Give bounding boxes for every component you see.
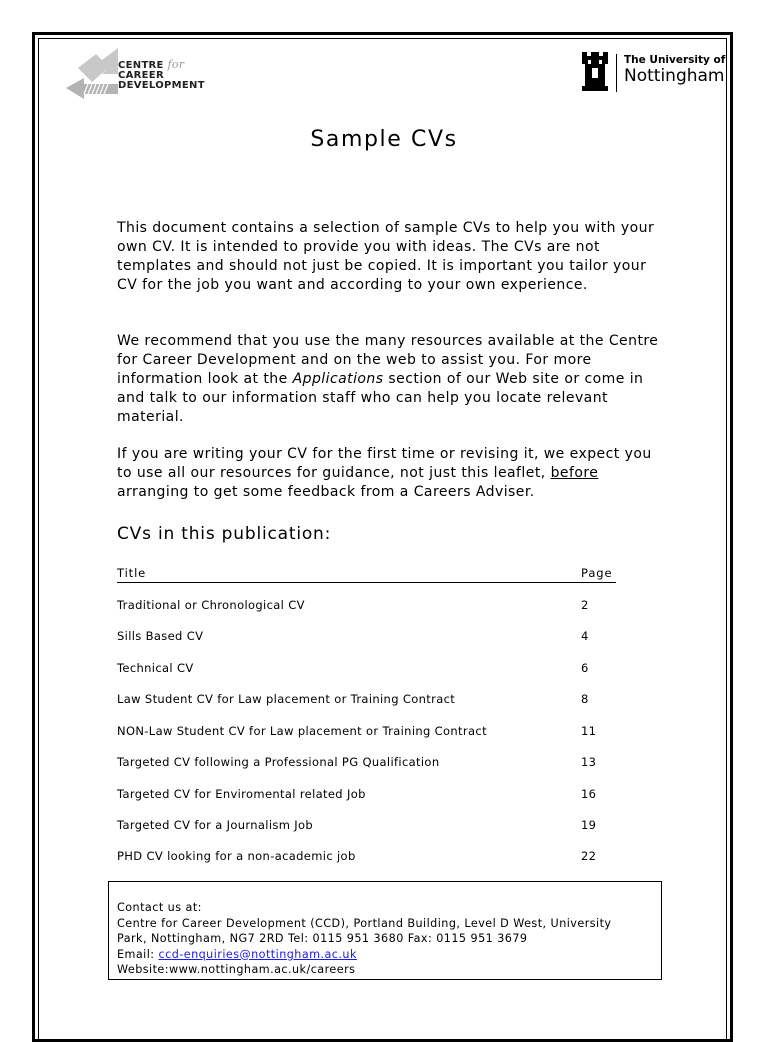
contact-email-line	[117, 947, 661, 963]
ccd-logo-for: for	[167, 58, 185, 71]
before-underline: before	[550, 465, 599, 481]
toc-row	[117, 787, 616, 803]
publication-heading: CVs in this publication:	[117, 524, 332, 544]
toc-item-title: Targeted CV following a Professional PG Qualification	[117, 755, 440, 769]
university-logo-divider	[616, 54, 617, 92]
toc-item-title: Targeted CV for Enviromental related Job	[117, 787, 366, 801]
toc-row	[117, 629, 616, 645]
intro-p2-text-a: We recommend that you use the many resources available at the Centre for Career Development and on the web to assist you. For more information look at the	[117, 333, 659, 387]
toc-item-title: Sills Based CV	[117, 629, 204, 643]
toc-item-page: 19	[581, 818, 597, 832]
toc-item-page: 8	[581, 692, 589, 706]
toc-item-page: 6	[581, 661, 589, 675]
intro-paragraph-1: This document contains a selection of sample CVs to help you with your own CV. It is intended to provide you with ideas. The CVs are not templates and should not just be copied. It is important you tailor your CV for the job you want and according to your own experience.	[117, 220, 655, 293]
contact-heading: Contact us at:	[117, 901, 202, 914]
toc-item-title: PHD CV looking for a non-academic job	[117, 849, 356, 863]
contact-email-label: Email:	[117, 947, 159, 961]
toc-col-page: Page	[581, 566, 613, 580]
toc-item-page: 2	[581, 598, 589, 612]
page-title: Sample CVs	[310, 127, 458, 152]
ccd-logo-line2: CAREER	[118, 70, 164, 81]
toc-item-page: 11	[581, 724, 597, 738]
contact-box	[108, 881, 662, 980]
toc-item-page: 4	[581, 629, 589, 643]
intro-p3-text-b: arranging to get some feedback from a Careers Adviser.	[117, 484, 535, 500]
toc-item-page: 22	[581, 849, 597, 863]
applications-emphasis: Applications	[292, 371, 384, 387]
ccd-arrow-icon	[62, 44, 122, 100]
toc-item-title: NON-Law Student CV for Law placement or Training Contract	[117, 724, 487, 738]
ccd-logo-line3: DEVELOPMENT	[118, 80, 205, 91]
toc-item-title: Law Student CV for Law placement or Training Contract	[117, 692, 456, 706]
university-logo-line1: The University of	[624, 54, 726, 66]
intro-p2-text-b: section of our Web site or come in and talk to our information staff who can help you locate relevant material.	[117, 371, 644, 425]
toc-row	[117, 724, 616, 740]
toc-col-title: Title	[117, 566, 147, 580]
toc-row	[117, 598, 616, 614]
ccd-logo-line1: CENTRE	[118, 60, 164, 71]
toc-row	[117, 692, 616, 708]
contact-address-line1: Centre for Career Development (CCD), Portland Building, Level D West, University	[117, 916, 612, 930]
contact-address-line2: Park, Nottingham, NG7 2RD Tel: 0115 951 3680 Fax: 0115 951 3679	[117, 932, 528, 945]
ccd-logo	[62, 44, 222, 100]
contact-email-link[interactable]: ccd-enquiries@nottingham.ac.uk	[158, 947, 357, 961]
toc-row	[117, 755, 616, 771]
toc-item-title: Technical CV	[117, 661, 194, 675]
university-logo	[578, 48, 728, 94]
toc-item-page: 16	[581, 787, 597, 801]
ccd-logo-text	[118, 60, 205, 91]
intro-p3-text-a: If you are writing your CV for the first time or revising it, we expect you to use all our resources for guidance, not just this leaflet,	[117, 446, 652, 481]
university-logo-line2: Nottingham	[624, 66, 725, 86]
toc-row	[117, 818, 616, 834]
intro-paragraph-2	[117, 332, 667, 427]
toc-item-page: 13	[581, 755, 597, 769]
intro-paragraph-3	[117, 445, 667, 502]
toc-row	[117, 849, 616, 865]
castle-crest-icon	[578, 48, 612, 94]
contact-website: Website:www.nottingham.ac.uk/careers	[117, 963, 356, 976]
toc-item-title: Traditional or Chronological CV	[117, 598, 305, 612]
toc-item-title: Targeted CV for a Journalism Job	[117, 818, 314, 832]
toc-row	[117, 661, 616, 677]
toc-header	[117, 566, 616, 583]
